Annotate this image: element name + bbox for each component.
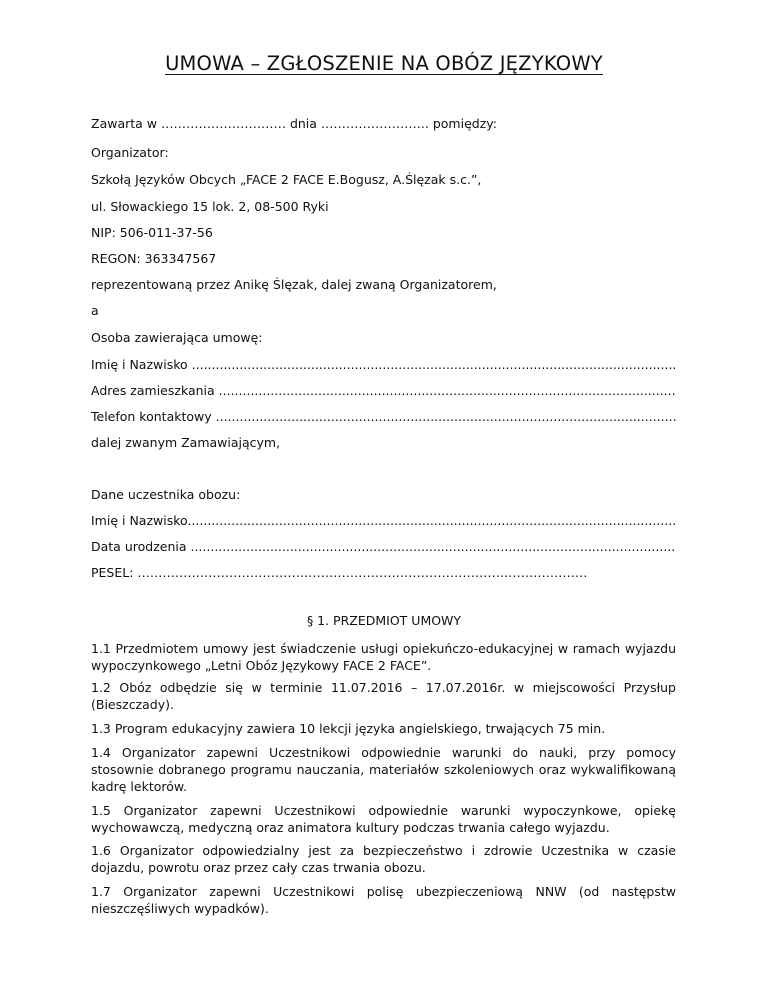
- paragraph-1-7: 1.7 Organizator zapewni Uczestnikowi polisę ubezpieczeniową NNW (od następstw nieszczęśliwych wypadków).: [91, 884, 676, 916]
- contractor-phone-field: [91, 409, 676, 425]
- paragraph-1-2: 1.2 Obóz odbędzie się w terminie 11.07.2016 – 17.07.2016r. w miejscowości Przysłup (Bieszczady).: [91, 680, 676, 712]
- field-label: Adres zamieszkania: [91, 383, 219, 398]
- contractor-address-field: [91, 383, 676, 399]
- participant-pesel-field: PESEL: ………………………………………………………………………………………………: [91, 565, 588, 580]
- fill-dots: [219, 383, 676, 398]
- organizer-label: Organizator:: [91, 145, 169, 160]
- section-heading: § 1. PRZEDMIOT UMOWY: [306, 613, 462, 628]
- contracting-person-label: Osoba zawierająca umowę:: [91, 330, 263, 345]
- paragraph-1-5: 1.5 Organizator zapewni Uczestnikowi odpowiednie warunki wypoczynkowe, opiekę wychowawczą, medyczną oraz animatora kultury podczas trwania całego wyjazdu.: [91, 803, 676, 835]
- field-label: Imię i Nazwisko: [91, 513, 188, 528]
- organizer-regon: REGON: 363347567: [91, 251, 217, 266]
- paragraph-1-3: 1.3 Program edukacyjny zawiera 10 lekcji języka angielskiego, trwających 75 min.: [91, 721, 606, 736]
- participant-birthdate-field: [91, 539, 676, 555]
- paragraph-1-4: 1.4 Organizator zapewni Uczestnikowi odpowiednie warunki do nauki, przy pomocy stosownie dobranego programu nauczania, materiałów szkoleniowych oraz wykwalifikowaną kadrę lektorów.: [91, 745, 676, 794]
- organizer-address: ul. Słowackiego 15 lok. 2, 08-500 Ryki: [91, 199, 329, 214]
- participant-heading: Dane uczestnika obozu:: [91, 487, 241, 502]
- fill-dots: [216, 409, 676, 424]
- fill-dots: [187, 513, 676, 528]
- field-label: Telefon kontaktowy: [91, 409, 216, 424]
- field-label: Imię i Nazwisko: [91, 357, 192, 372]
- ordering-party-note: dalej zwanym Zamawiającym,: [91, 435, 281, 450]
- contract-place-date-line: Zawarta w ………………………… dnia …………………….. pomiędzy:: [91, 116, 497, 131]
- fill-dots: [192, 357, 676, 372]
- conjunction-a: a: [91, 303, 99, 318]
- contractor-name-field: [91, 357, 676, 373]
- organizer-name: Szkołą Języków Obcych „FACE 2 FACE E.Bogusz, A.Ślęzak s.c.”,: [91, 172, 482, 187]
- organizer-nip: NIP: 506-011-37-56: [91, 225, 213, 240]
- document-title: UMOWA – ZGŁOSZENIE NA OBÓZ JĘZYKOWY: [165, 52, 603, 75]
- field-label: Data urodzenia: [91, 539, 191, 554]
- paragraph-1-6: 1.6 Organizator odpowiedzialny jest za bezpieczeństwo i zdrowie Uczestnika w czasie dojazdu, powrotu oraz przez cały czas trwania obozu.: [91, 843, 676, 875]
- participant-name-field: [91, 513, 676, 529]
- organizer-representative: reprezentowaną przez Anikę Ślęzak, dalej zwaną Organizatorem,: [91, 277, 497, 292]
- paragraph-1-1: 1.1 Przedmiotem umowy jest świadczenie usługi opiekuńczo-edukacyjnej w ramach wyjazdu wypoczynkowego „Letni Obóz Językowy FACE 2 FACE”.: [91, 641, 676, 673]
- fill-dots: [190, 539, 676, 554]
